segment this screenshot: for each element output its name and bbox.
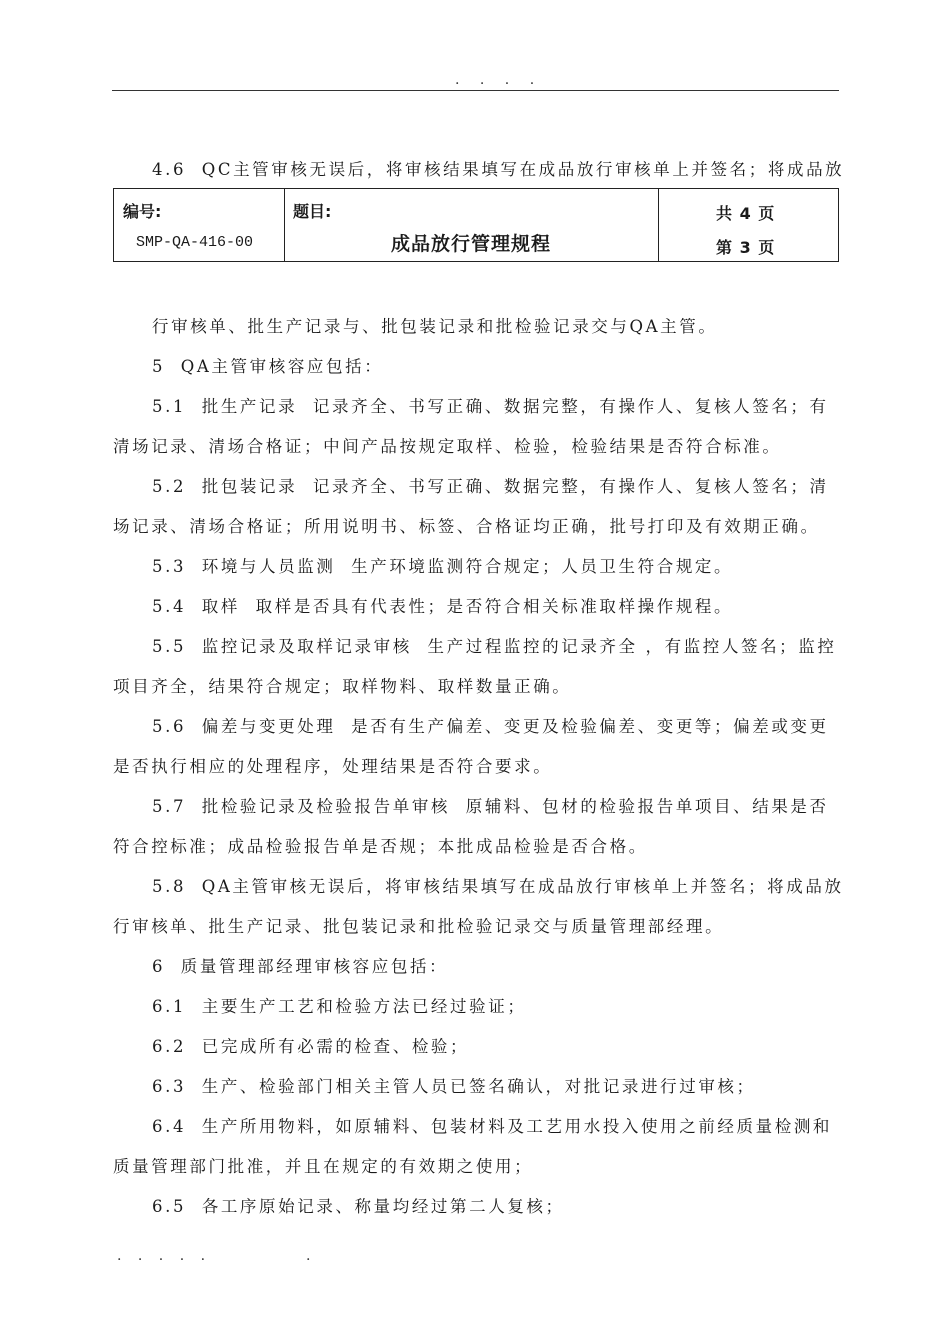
paragraph-line: 清场记录、清场合格证；中间产品按规定取样、检验，检验结果是否符合标准。 [113, 437, 782, 456]
code-cell [114, 189, 285, 261]
paragraph-line: 6.5 各工序原始记录、称量均经过第二人复核； [152, 1197, 565, 1216]
paragraph-line: 行审核单、批生产记录、批包装记录和批检验记录交与质量管理部经理。 [113, 917, 725, 936]
paragraph-line: 符合控标准；成品检验报告单是否规；本批成品检验是否合格。 [113, 837, 648, 856]
paragraph-line: 5.5 监控记录及取样记录审核 生产过程监控的记录齐全 ，有监控人签名；监控 [152, 637, 837, 656]
page-cell [658, 189, 838, 261]
total-pages: 共 4 页 [716, 204, 776, 223]
document-header-table [113, 188, 839, 262]
paragraph-line: 场记录、清场合格证；所用说明书、标签、合格证均正确，批号打印及有效期正确。 [113, 517, 820, 536]
footer-dot: . [306, 1248, 311, 1264]
section-heading: 5 QA主管审核容应包括： [152, 357, 384, 376]
document-title: 成品放行管理规程 [390, 233, 551, 255]
paragraph-line: 6.2 已完成所有必需的检查、检验； [152, 1037, 470, 1056]
paragraph-line: 5.2 批包装记录 记录齐全、书写正确、数据完整，有操作人、复核人签名；清 [152, 477, 829, 496]
title-label: 题目: [293, 202, 332, 221]
paragraph-line: 质量管理部门批准，并且在规定的有效期之使用； [113, 1157, 534, 1176]
paragraph-line: 行审核单、批生产记录与、批包装记录和批检验记录交与QA主管。 [152, 317, 718, 336]
paragraph-line: 是否执行相应的处理程序，处理结果是否符合要求。 [113, 757, 553, 776]
paragraph-line: 5.6 偏差与变更处理 是否有生产偏差、变更及检验偏差、变更等；偏差或变更 [152, 717, 829, 736]
section-heading: 6 质量管理部经理审核容应包括： [152, 957, 449, 976]
paragraph-line: 5.7 批检验记录及检验报告单审核 原辅料、包材的检验报告单项目、结果是否 [152, 797, 829, 816]
paragraph-line: 6.1 主要生产工艺和检验方法已经过验证； [152, 997, 527, 1016]
paragraph-line: 6.3 生产、检验部门相关主管人员已签名确认，对批记录进行过审核； [152, 1077, 756, 1096]
paragraph-line: 5.3 环境与人员监测 生产环境监测符合规定；人员卫生符合规定。 [152, 557, 734, 576]
title-cell [284, 189, 659, 261]
paragraph-line: 5.8 QA主管审核无误后，将审核结果填写在成品放行审核单上并签名；将成品放 [152, 877, 844, 896]
paragraph-line: 5.4 取样 取样是否具有代表性；是否符合相关标准取样操作规程。 [152, 597, 734, 616]
paragraph-line: 6.4 生产所用物料，如原辅料、包装材料及工艺用水投入使用之前经质量检测和 [152, 1117, 833, 1136]
paragraph-line: 5.1 批生产记录 记录齐全、书写正确、数据完整，有操作人、复核人签名；有 [152, 397, 829, 416]
paragraph-line: 项目齐全，结果符合规定；取样物料、取样数量正确。 [113, 677, 572, 696]
paragraph-line: 4.6 QC主管审核无误后，将审核结果填写在成品放行审核单上并签名；将成品放 [152, 160, 845, 179]
footer-dots: . . . . . [117, 1248, 212, 1264]
header-dots: . . . . [455, 72, 543, 88]
page-number: 第 3 页 [716, 238, 776, 257]
document-code: SMP-QA-416-00 [136, 234, 254, 251]
code-label: 编号: [123, 202, 162, 221]
header-rule [112, 90, 839, 91]
